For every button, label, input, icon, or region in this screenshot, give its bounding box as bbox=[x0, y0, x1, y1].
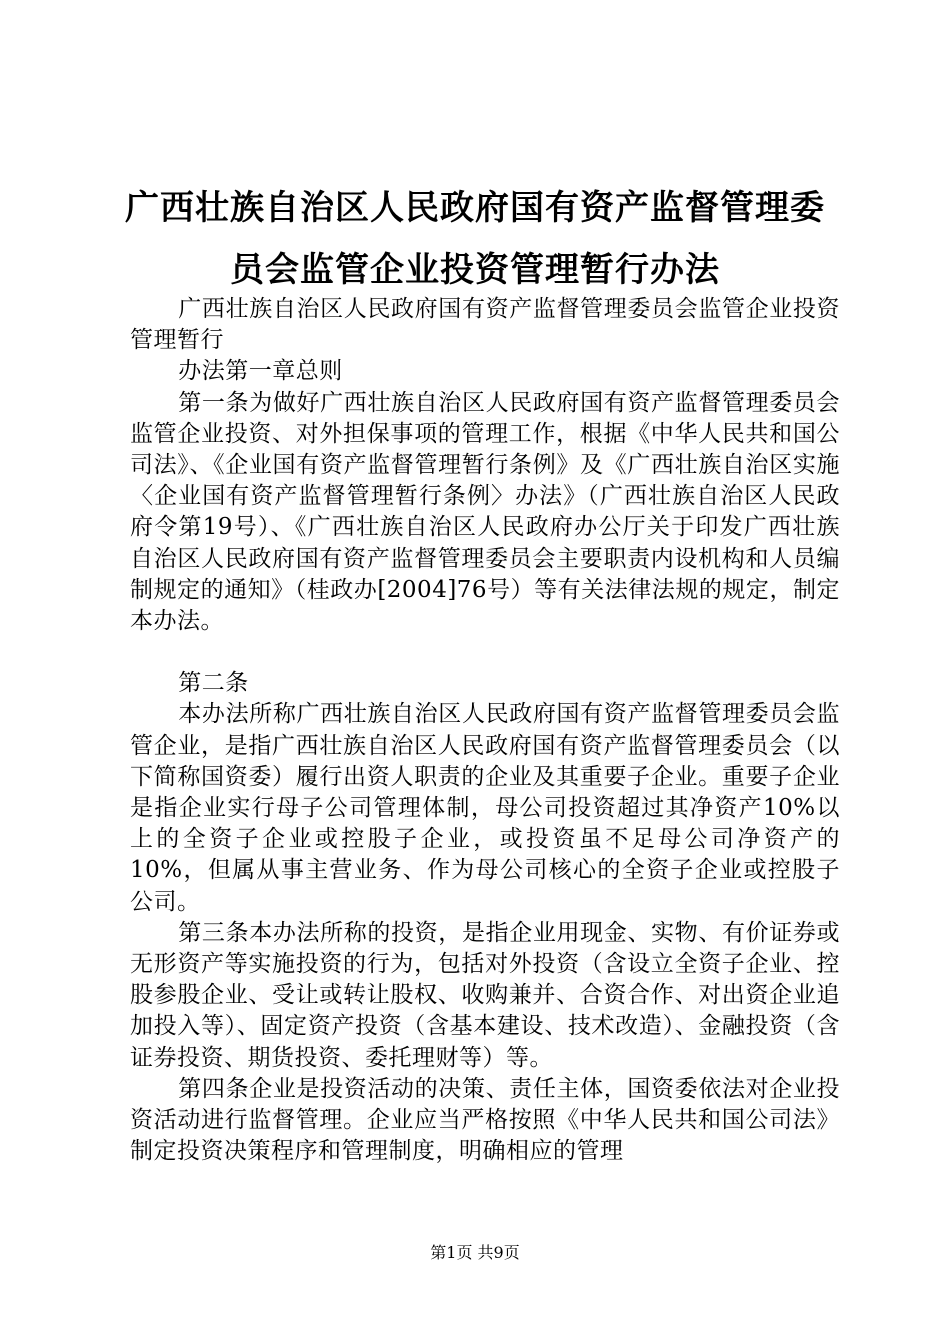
document-title-line-2: 员会监管企业投资管理暂行办法 bbox=[230, 250, 720, 290]
page-number-footer: 第1页 共9页 bbox=[430, 1243, 520, 1262]
paragraph-article-2-heading: 第二条 bbox=[178, 670, 249, 697]
paragraph-subtitle: 广西壮族自治区人民政府国有资产监督管理委员会监管企业投资管理暂行 bbox=[130, 296, 840, 354]
document-title-line-1: 广西壮族自治区人民政府国有资产监督管理委 bbox=[125, 188, 825, 228]
paragraph-article-1: 第一条为做好广西壮族自治区人民政府国有资产监督管理委员会监管企业投资、对外担保事项的管理工作，根据《中华人民共和国公司法》、《企业国有资产监督管理暂行条例》及《广西壮族自治区实施〈企业国有资产监督管理暂行条例〉办法》（广西壮族自治区人民政府令第19号）、《广西壮族自治区人民政府办公厅关于印发广西壮族自治区人民政府国有资产监督管理委员会主要职责内设机构和人员编制规定的通知》（桂政办[2004]76号）等有关法律法规的规定，制定本办法。 bbox=[130, 389, 840, 635]
paragraph-chapter-heading: 办法第一章总则 bbox=[178, 358, 343, 385]
paragraph-article-3: 第三条本办法所称的投资，是指企业用现金、实物、有价证券或无形资产等实施投资的行为，包括对外投资（含设立全资子企业、控股参股企业、受让或转让股权、收购兼并、合资合作、对出资企业追加投入等）、固定资产投资（含基本建设、技术改造）、金融投资（含证券投资、期货投资、委托理财等）等。 bbox=[130, 919, 840, 1071]
paragraph-article-4: 第四条企业是投资活动的决策、责任主体，国资委依法对企业投资活动进行监督管理。企业应当严格按照《中华人民共和国公司法》制定投资决策程序和管理制度，明确相应的管理 bbox=[130, 1075, 840, 1165]
paragraph-article-2: 本办法所称广西壮族自治区人民政府国有资产监督管理委员会监管企业，是指广西壮族自治区人民政府国有资产监督管理委员会（以下简称国资委）履行出资人职责的企业及其重要子企业。重要子企业是指企业实行母子公司管理体制，母公司投资超过其净资产10%以上的全资子企业或控股子企业，或投资虽不足母公司净资产的10%，但属从事主营业务、作为母公司核心的全资子企业或控股子公司。 bbox=[130, 701, 840, 915]
document-body bbox=[130, 294, 840, 1167]
